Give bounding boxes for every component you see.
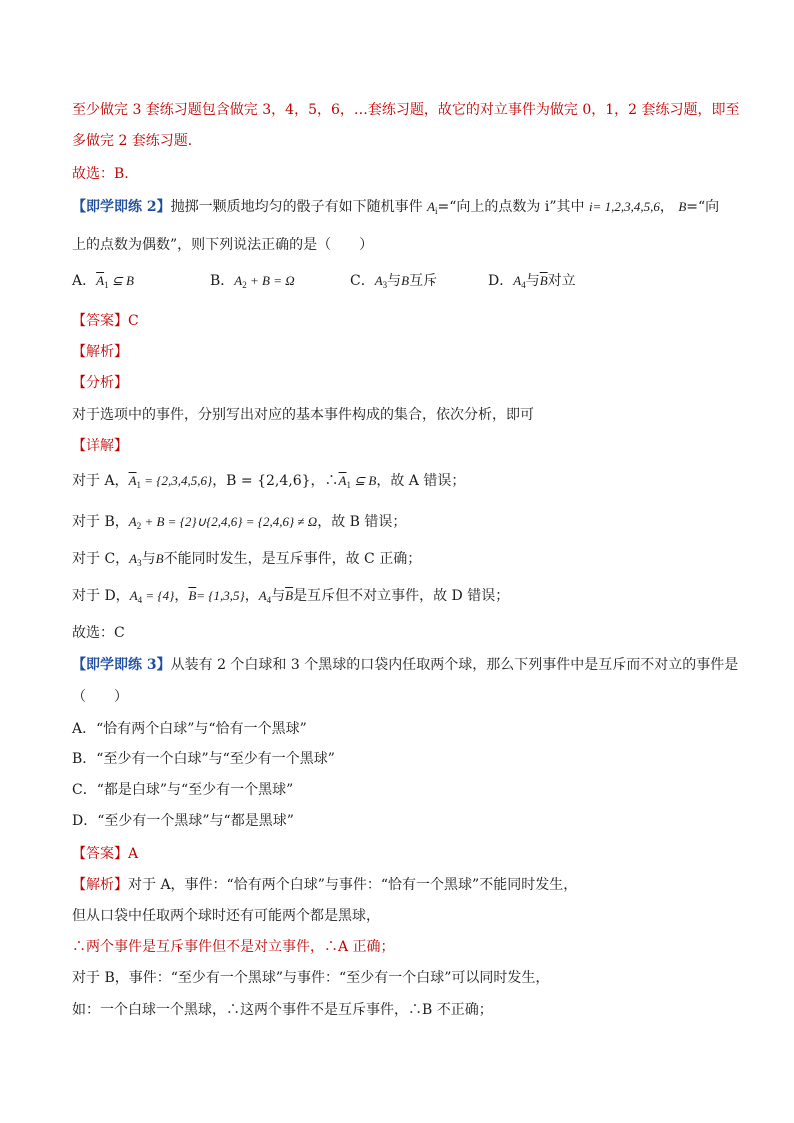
q2-event-a: $A_i$ — [427, 199, 438, 216]
q2-fenxi-text: 对于选项中的事件，分别写出对应的基本事件构成的集合，依次分析，即可 — [72, 407, 534, 423]
q2-stem-line-1 — [72, 198, 719, 216]
q3-option-a: A．“恰有两个白球”与“恰有一个黑球” — [72, 721, 307, 737]
q3-option-c: C．“都是白球”与“至少有一个黑球” — [72, 782, 294, 798]
q2-stem-line-2: 上的点数为偶数”，则下列说法正确的是（ ） — [72, 237, 374, 253]
q3-paren: （ ） — [72, 689, 128, 705]
q3-stem: 【即学即练 3】从装有 2 个白球和 3 个黑球的口袋内任取两个球，那么下列事件中是互斥而不对立的事件是 — [72, 657, 739, 673]
q2-stem-e: =“向 — [686, 199, 720, 215]
q3-option-d: D．“至少有一个黑球”与“都是黑球” — [72, 813, 294, 829]
prev-solution-line-2: 多做完 2 套练习题． — [72, 133, 202, 149]
q3-answer: 【答案】A — [72, 846, 139, 862]
q2-option-b: B．$A_2 + B = \Omega$ — [210, 273, 295, 290]
q2-i-set: = 1,2,3,4,5,6 — [592, 199, 660, 214]
q3-analysis-line-1: 【解析】对于 A，事件：“恰有两个白球”与事件：“恰有一个黑球”不能同时发生， — [72, 877, 578, 893]
q2-answer: 【答案】C — [72, 313, 139, 329]
q2-option-d: D．$A_4$与$\overline{B}$对立 — [488, 273, 576, 290]
q2-stem-b: =“向上的点数为 i”其中 — [437, 199, 585, 215]
q2-stem-a: 抛掷一颗质地均匀的骰子有如下随机事件 — [170, 199, 423, 215]
q3-analysis-line-4: 对于 B，事件：“至少有一个黑球”与事件：“至少有一个白球”可以同时发生， — [72, 970, 550, 986]
q2-options — [72, 272, 576, 290]
q2-tag: 【即学即练 2】 — [72, 199, 171, 215]
q3-analysis-line-2: 但从口袋中任取两个球时还有可能两个都是黑球， — [72, 908, 380, 924]
q2-fenxi-tag: 【分析】 — [72, 375, 128, 391]
q2-analysis-tag: 【解析】 — [72, 344, 128, 360]
q2-detail-d: 对于 D，$A_4 = \{4\}$，$\overline{B}= \{1,3,5\}$，$A_4$与$\overline{B}$是互斥但不对立事件，故 D 错误； — [72, 588, 510, 605]
q2-stem-d: ， — [659, 199, 674, 215]
prev-solution-line-1: 至少做完 3 套练习题包含做完 3，4，5，6，…套练习题，故它的对立事件为做完 0，1，2 套练习题，即至 — [72, 102, 740, 118]
q3-analysis-tag: 【解析】 — [72, 877, 128, 893]
q3-option-b: B．“至少有一个白球”与“至少有一个黑球” — [72, 751, 335, 767]
q2-detail-b: 对于 B，$A_2 + B$ = {2}∪{2,4,6} = {2,4,6} ≠ Ω，故 B 错误； — [72, 514, 407, 531]
q2-detail-a: 对于 A，$\overline{A}_1 = \{2,3,4,5,6\}$，B = {2,4,6}，$\therefore\overline{A}_1$ ⊆ B，故 A 错误； — [72, 473, 466, 490]
q2-choose: 故选：C — [72, 625, 125, 641]
q2-detail-c: 对于 C，$A_3$与B不能同时发生，是互斥事件，故 C 正确； — [72, 551, 422, 568]
q2-i-var: i — [588, 199, 593, 214]
q2-option-c: C．$A_3$与B互斥 — [350, 273, 438, 290]
q2-event-b: B — [678, 199, 687, 214]
prev-choose: 故选：B. — [72, 166, 129, 182]
q2-option-a: A．$\overline{A}_1$ ⊆ B — [72, 273, 134, 290]
q3-analysis-line-3: ∴两个事件是互斥事件但不是对立事件，∴A 正确； — [72, 939, 395, 955]
q3-tag: 【即学即练 3】 — [72, 657, 171, 673]
q2-xiangjie-tag: 【详解】 — [72, 438, 128, 454]
q3-analysis-line-5: 如：一个白球一个黑球，∴这两个事件不是互斥事件，∴B 不正确； — [72, 1002, 493, 1018]
